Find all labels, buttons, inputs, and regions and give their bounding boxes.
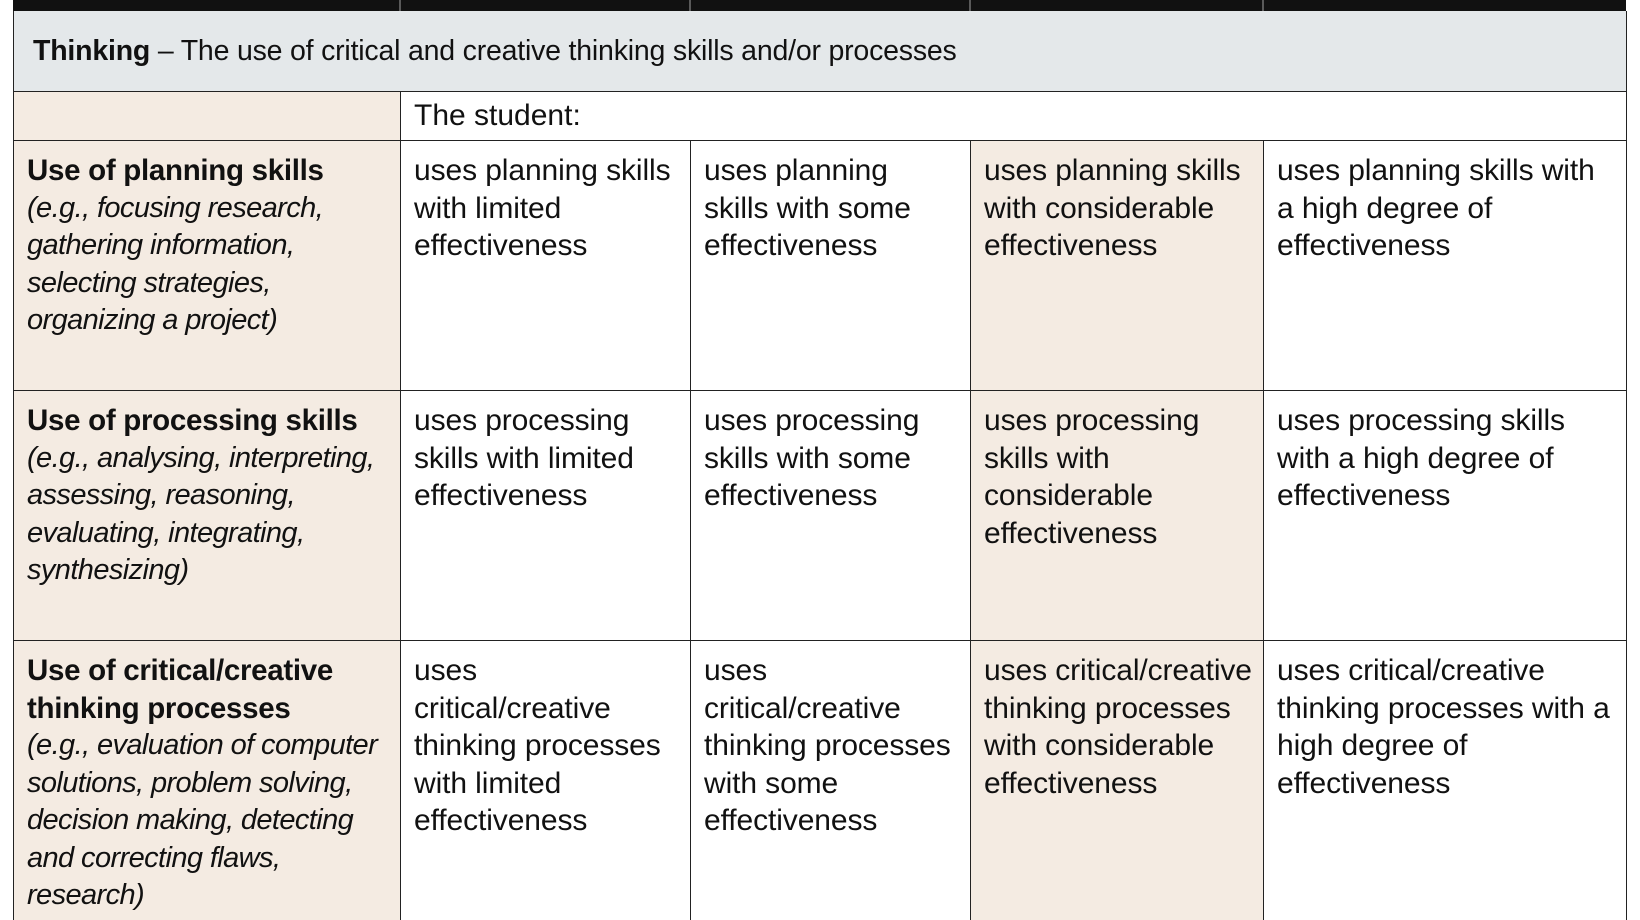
rubric-header <box>14 11 1627 92</box>
criterion-title: Use of critical/creative thinking processes <box>27 652 390 727</box>
student-label: The student: <box>401 92 1627 141</box>
criterion-label-cell <box>14 391 401 641</box>
criterion-examples: (e.g., evaluation of computer solutions, problem solving, decision making, detecting and correcting flaws, research) <box>27 727 390 915</box>
criterion-title: Use of planning skills <box>27 152 390 190</box>
level-1-descriptor: uses critical/creative thinking processes with limited effectiveness <box>401 641 691 920</box>
level-1-descriptor: uses planning skills with limited effectiveness <box>401 141 691 391</box>
level-2-descriptor: uses processing skills with some effectiveness <box>691 391 971 641</box>
column-separator <box>969 0 971 11</box>
column-separator <box>689 0 691 11</box>
level-4-descriptor: uses processing skills with a high degree of effectiveness <box>1264 391 1627 641</box>
empty-label-cell <box>14 92 401 141</box>
column-separator <box>399 0 401 11</box>
level-2-descriptor: uses critical/creative thinking processes with some effectiveness <box>691 641 971 920</box>
criterion-examples: (e.g., analysing, interpreting, assessing, reasoning, evaluating, integrating, synthesizing) <box>27 440 390 590</box>
level-3-descriptor: uses critical/creative thinking processes with considerable effectiveness <box>971 641 1264 920</box>
column-separator <box>1262 0 1264 11</box>
level-4-descriptor: uses critical/creative thinking processes with a high degree of effectiveness <box>1264 641 1627 920</box>
level-4-descriptor: uses planning skills with a high degree of effectiveness <box>1264 141 1627 391</box>
criterion-row <box>14 141 1627 391</box>
level-1-descriptor: uses processing skills with limited effectiveness <box>401 391 691 641</box>
criterion-row <box>14 641 1627 920</box>
criterion-label-cell <box>14 641 401 920</box>
criterion-examples: (e.g., focusing research, gathering information, selecting strategies, organizing a project) <box>27 190 390 340</box>
criterion-title: Use of processing skills <box>27 402 390 440</box>
rubric-header-row <box>14 11 1627 92</box>
level-3-descriptor: uses planning skills with considerable effectiveness <box>971 141 1264 391</box>
student-row <box>14 92 1627 141</box>
thinking-rubric-table <box>13 11 1627 920</box>
criterion-label-cell <box>14 141 401 391</box>
category-title: Thinking <box>33 35 150 67</box>
level-2-descriptor: uses planning skills with some effectiveness <box>691 141 971 391</box>
level-3-descriptor: uses processing skills with considerable effectiveness <box>971 391 1264 641</box>
top-rule <box>13 0 1626 11</box>
category-description: – The use of critical and creative thinking skills and/or processes <box>150 35 956 67</box>
criterion-row <box>14 391 1627 641</box>
